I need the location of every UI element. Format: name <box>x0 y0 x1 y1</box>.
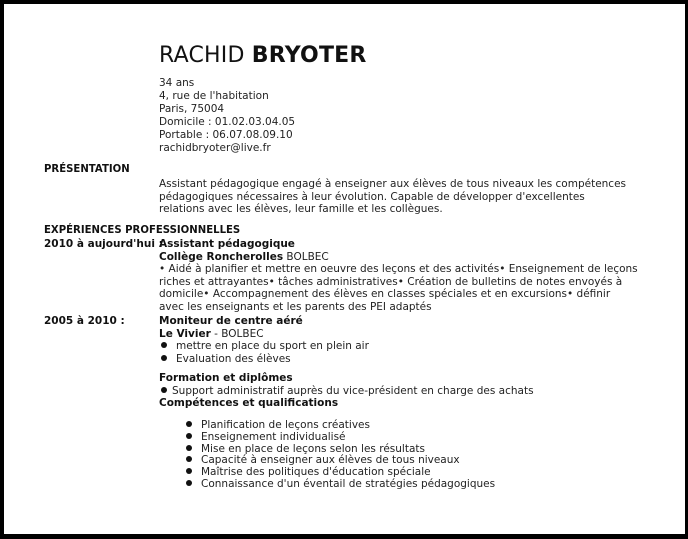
list-item: Mise en place de leçons selon les résultats <box>186 444 495 456</box>
experience-item <box>159 315 369 365</box>
list-item: Enseignement individualisé <box>186 432 495 444</box>
bullet-icon <box>186 456 192 462</box>
section-title-experiences: EXPÉRIENCES PROFESSIONNELLES <box>44 223 241 236</box>
experience-role: Moniteur de centre aéré <box>159 315 303 327</box>
presentation-text: Assistant pédagogique engagé à enseigner aux élèves de tous niveaux les compétences pédagogiques nécessaires à leur évolution. Capable de développer d'excellentes relations avec les élèves, leur famille et les collègues. <box>159 178 627 215</box>
email: rachidbryoter@live.fr <box>159 142 271 154</box>
bullet-icon <box>186 468 192 474</box>
bullet-icon <box>161 355 167 361</box>
age: 34 ans <box>159 77 195 89</box>
list-item: Maîtrise des politiques d'éducation spéciale <box>186 467 495 479</box>
list-item: mettre en place du sport en plein air <box>159 340 369 353</box>
address-city: Paris, 75004 <box>159 103 225 115</box>
section-title-competences: Compétences et qualifications <box>159 397 339 409</box>
experience-employer: Le Vivier - BOLBEC <box>159 327 264 340</box>
list-item: Planification de leçons créatives <box>186 420 495 432</box>
phone-home: Domicile : 01.02.03.04.05 <box>159 116 296 128</box>
contact-block <box>159 77 295 155</box>
list-item: Capacité à enseigner aux élèves de tous niveaux <box>186 455 495 467</box>
bullet-icon <box>186 421 192 427</box>
resume-page <box>4 4 685 534</box>
experience-item: Assistant pédagogique Collège Roncherolles BOLBEC • Aidé à planifier et mettre en oeuvre des leçons et des activités• Enseignement de leçons riches et attrayantes• tâches administratives• Création de bulletins de notes envoyés à domicile• Accompagnement des élèves en classes spéciales et en excursions• définir avec les enseignants et les parents des PEI adaptés <box>159 238 638 313</box>
phone-mobile: Portable : 06.07.08.09.10 <box>159 129 293 141</box>
competences-list <box>186 420 495 491</box>
list-item: Evaluation des élèves <box>159 353 369 366</box>
experience-role: Assistant pédagogique <box>159 238 295 250</box>
bullet-icon <box>161 342 167 348</box>
bullet-icon <box>186 445 192 451</box>
section-title-formation: Formation et diplômes <box>159 372 293 384</box>
address-street: 4, rue de l'habitation <box>159 90 269 102</box>
experience-employer: Collège Roncherolles BOLBEC <box>159 250 329 263</box>
candidate-name: RACHID BRYOTER <box>159 43 367 68</box>
section-title-presentation: PRÉSENTATION <box>44 162 130 175</box>
list-item: Connaissance d'un éventail de stratégies pédagogiques <box>186 479 495 491</box>
bullet-icon <box>186 480 192 486</box>
experience-date: 2005 à 2010 : <box>44 315 125 327</box>
experience-date: 2010 à aujourd'hui : <box>44 238 163 250</box>
formation-section <box>159 372 534 410</box>
bullet-icon <box>161 387 167 393</box>
list-item: Support administratif auprès du vice-président en charge des achats <box>159 385 534 398</box>
bullet-icon <box>186 433 192 439</box>
